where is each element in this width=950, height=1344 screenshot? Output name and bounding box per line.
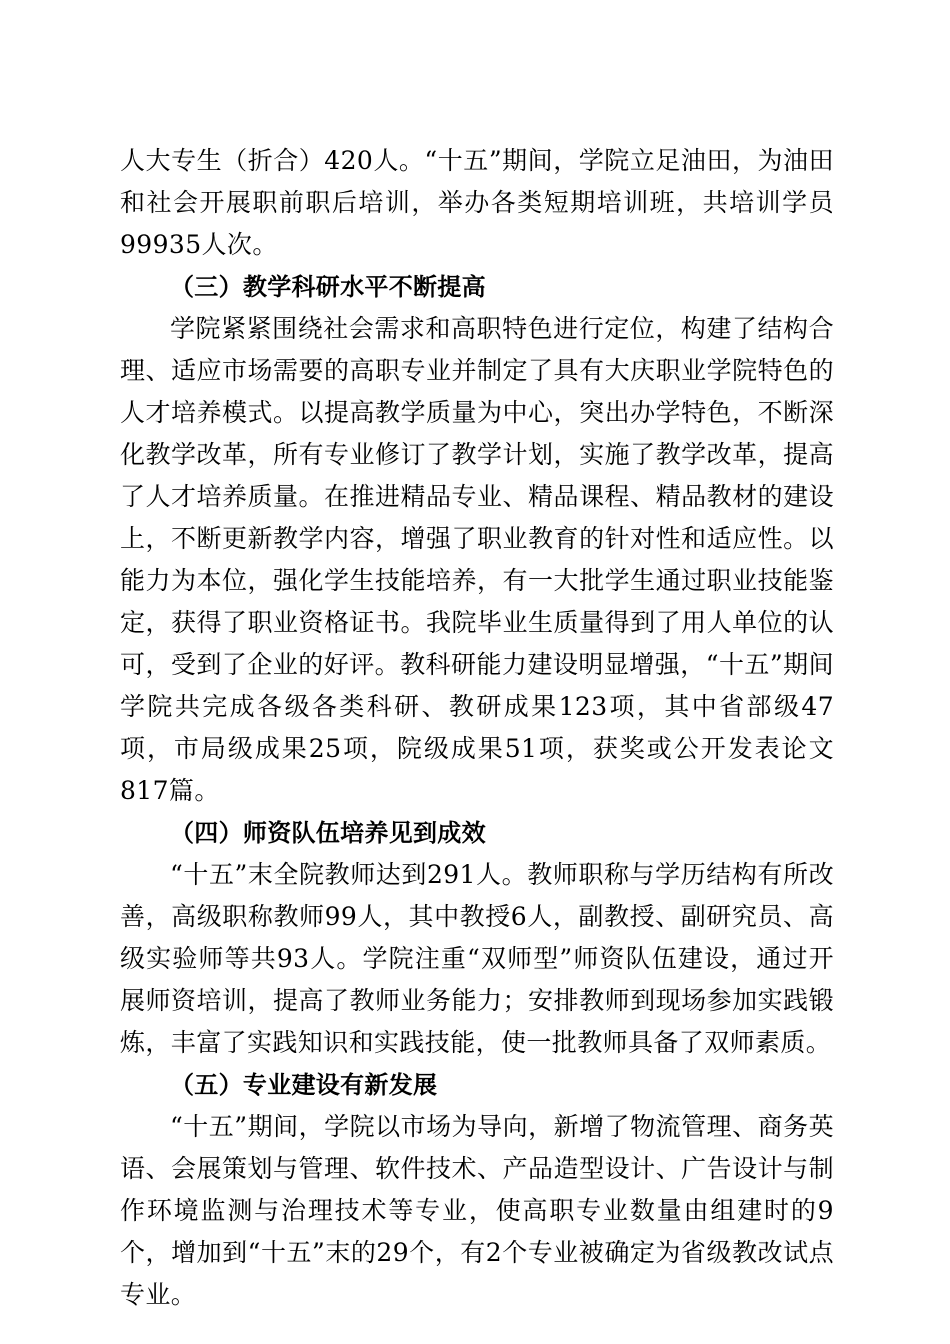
section-heading-5: （五）专业建设有新发展 (170, 1071, 438, 1099)
paragraph-teaching-research: 学院紧紧围绕社会需求和高职特色进行定位，构建了结构合理、适应市场需要的高职专业并制定了具有大庆职业学院特色的人才培养模式。以提高教学质量为中心，突出办学特色，不断深化教学改革，所有专业修订了教学计划，实施了教学改革，提高了人才培养质量。在推进精品专业、精品课程、精品教材的建设上，不断更新教学内容，增强了职业教育的针对性和适应性。以能力为本位，强化学生技能培养，有一大批学生通过职业技能鉴定，获得了职业资格证书。我院毕业生质量得到了用人单位的认可，受到了企业的好评。教科研能力建设明显增强，“十五”期间学院共完成各级各类科研、教研成果123项，其中省部级47项，市局级成果25项，院级成果51项，获奖或公开发表论文817篇。 (120, 314, 834, 805)
document-page (120, 140, 834, 1316)
paragraph-training: 人大专生（折合）420人。“十五”期间，学院立足油田，为油田和社会开展职前职后培训，举办各类短期培训班，共培训学员99935人次。 (120, 146, 834, 259)
section-heading-4: （四）师资队伍培养见到成效 (170, 819, 486, 847)
section-heading-3: （三）教学科研水平不断提高 (170, 273, 486, 301)
paragraph-majors: “十五”期间，学院以市场为导向，新增了物流管理、商务英语、会展策划与管理、软件技术、产品造型设计、广告设计与制作环境监测与治理技术等专业，使高职专业数量由组建时的9个，增加到“十五”末的29个，有2个专业被确定为省级教改试点专业。 (120, 1112, 834, 1309)
paragraph-faculty: “十五”末全院教师达到291人。教师职称与学历结构有所改善，高级职称教师99人，其中教授6人，副教授、副研究员、高级实验师等共93人。学院注重“双师型”师资队伍建设，通过开展师资培训，提高了教师业务能力；安排教师到现场参加实践锻炼，丰富了实践知识和实践技能，使一批教师具备了双师素质。 (120, 860, 834, 1057)
